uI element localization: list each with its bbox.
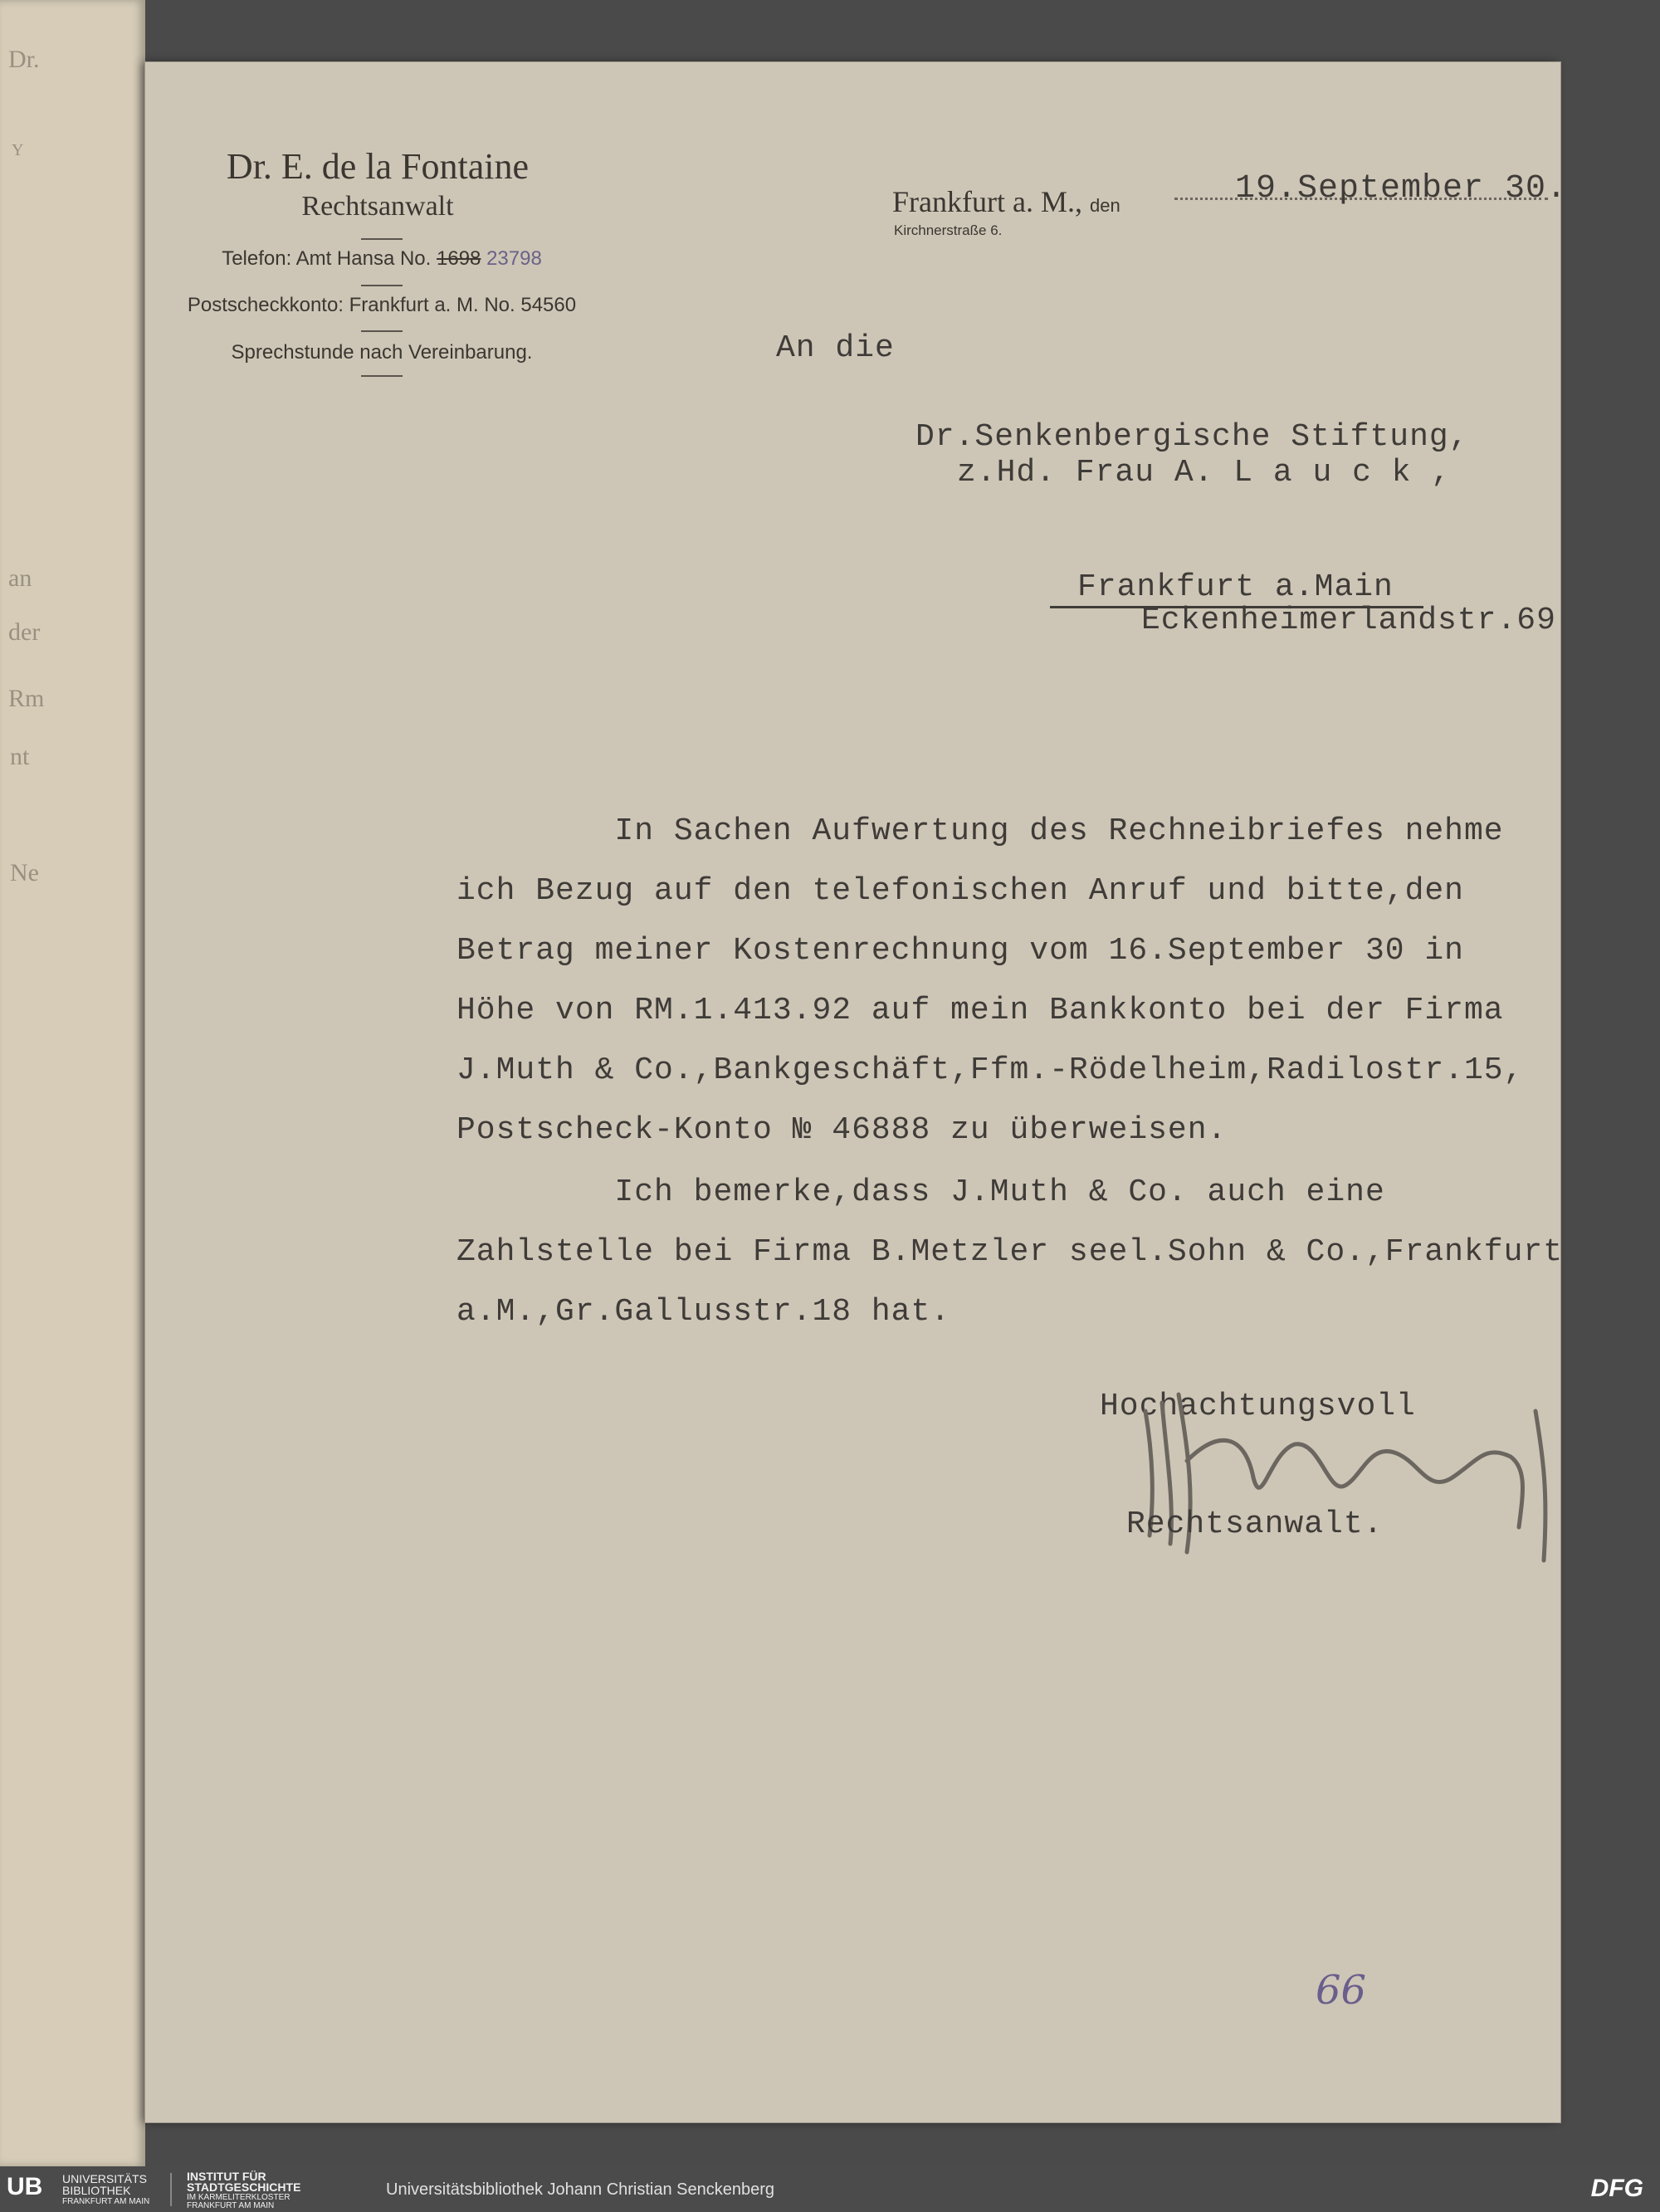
place-city [892,184,1120,219]
page-number: 66 [1316,1967,1367,2014]
body-line: a.M.,Gr.Gallusstr.18 hat. [456,1294,951,1330]
salutation: An die [776,330,895,366]
underlying-page-edge [0,0,145,2166]
footer-separator [170,2173,172,2206]
ghost-text: nt [10,743,30,770]
divider [361,330,403,332]
body-line: ich Bezug auf den telefonischen Anruf und bitte,den [456,873,1464,909]
den-label: den [1089,195,1120,216]
letterhead-title: Rechtsanwalt [301,191,454,222]
body-line: Zahlstelle bei Firma B.Metzler seel.Sohn & Co.,Frankfurt [456,1234,1564,1270]
univ-text-3: FRANKFURT AM MAIN [62,2197,150,2206]
ghost-text: Rm [8,685,45,712]
body-line: Höhe von RM.1.413.92 auf mein Bankkonto bei der Firma [456,993,1504,1028]
ub-logo: UB [7,2173,43,2200]
body-line: J.Muth & Co.,Bankgeschäft,Ffm.-Rödelheim,Radilostr.15, [456,1052,1524,1088]
divider [361,238,403,240]
recipient-line-2: z.Hd. Frau A. L a u c k , [957,455,1452,491]
inst-text-1: INSTITUT FÜR [187,2170,266,2183]
closing-greeting: Hochachtungsvoll [1100,1389,1416,1424]
telefon-prefix: Telefon: Amt Hansa No. [222,247,432,270]
divider [361,285,403,286]
telefon-line [149,247,614,271]
sprechstunde-line: Sprechstunde nach Vereinbarung. [231,341,533,364]
ghost-text: Dr. [8,46,40,73]
postscheck-line: Postscheckkonto: Frankfurt a. M. No. 54560 [187,294,577,316]
telefon-new-number: 23798 [486,247,542,270]
footer-bar [0,2166,1660,2212]
city-name: Frankfurt a. M., [892,185,1082,218]
recipient-line-1: Dr.Senkenbergische Stiftung, [915,419,1469,455]
library-name: Universitätsbibliothek Johann Christian Senckenberg [386,2180,775,2199]
dfg-logo: DFG [1590,2175,1643,2202]
body-line: Postscheck-Konto № 46888 zu überweisen. [456,1112,1228,1148]
body-line: In Sachen Aufwertung des Rechneibriefes nehme [456,813,1504,849]
letterhead-name: Dr. E. de la Fontaine [226,146,530,187]
sender-street: Kirchnerstraße 6. [894,222,1003,238]
telefon-old-number: 1698 [437,247,481,270]
inst-text-2: STADTGESCHICHTE [187,2180,301,2194]
univ-text-2: BIBLIOTHEK [62,2184,131,2197]
inst-text-3: IM KARMELITERKLOSTER [187,2193,290,2202]
letter-date: 19.September 30. [1235,170,1568,208]
ghost-text: Ne [10,859,39,886]
recipient-street: Eckenheimerlandstr.69 [1141,603,1556,638]
body-line: Ich bemerke,dass J.Muth & Co. auch eine [456,1174,1385,1210]
recipient-city: Frankfurt a.Main [1077,569,1394,605]
inst-text-4: FRANKFURT AM MAIN [187,2201,275,2210]
divider [361,375,403,377]
ghost-text: der [8,618,41,646]
ghost-text: an [8,564,32,592]
univ-text-1: UNIVERSITÄTS [62,2172,147,2185]
body-line: Betrag meiner Kostenrechnung vom 16.September 30 in [456,933,1464,969]
letter-sheet [145,62,1560,2122]
ghost-text: Y [12,141,24,159]
closing-role: Rechtsanwalt. [1126,1506,1384,1542]
